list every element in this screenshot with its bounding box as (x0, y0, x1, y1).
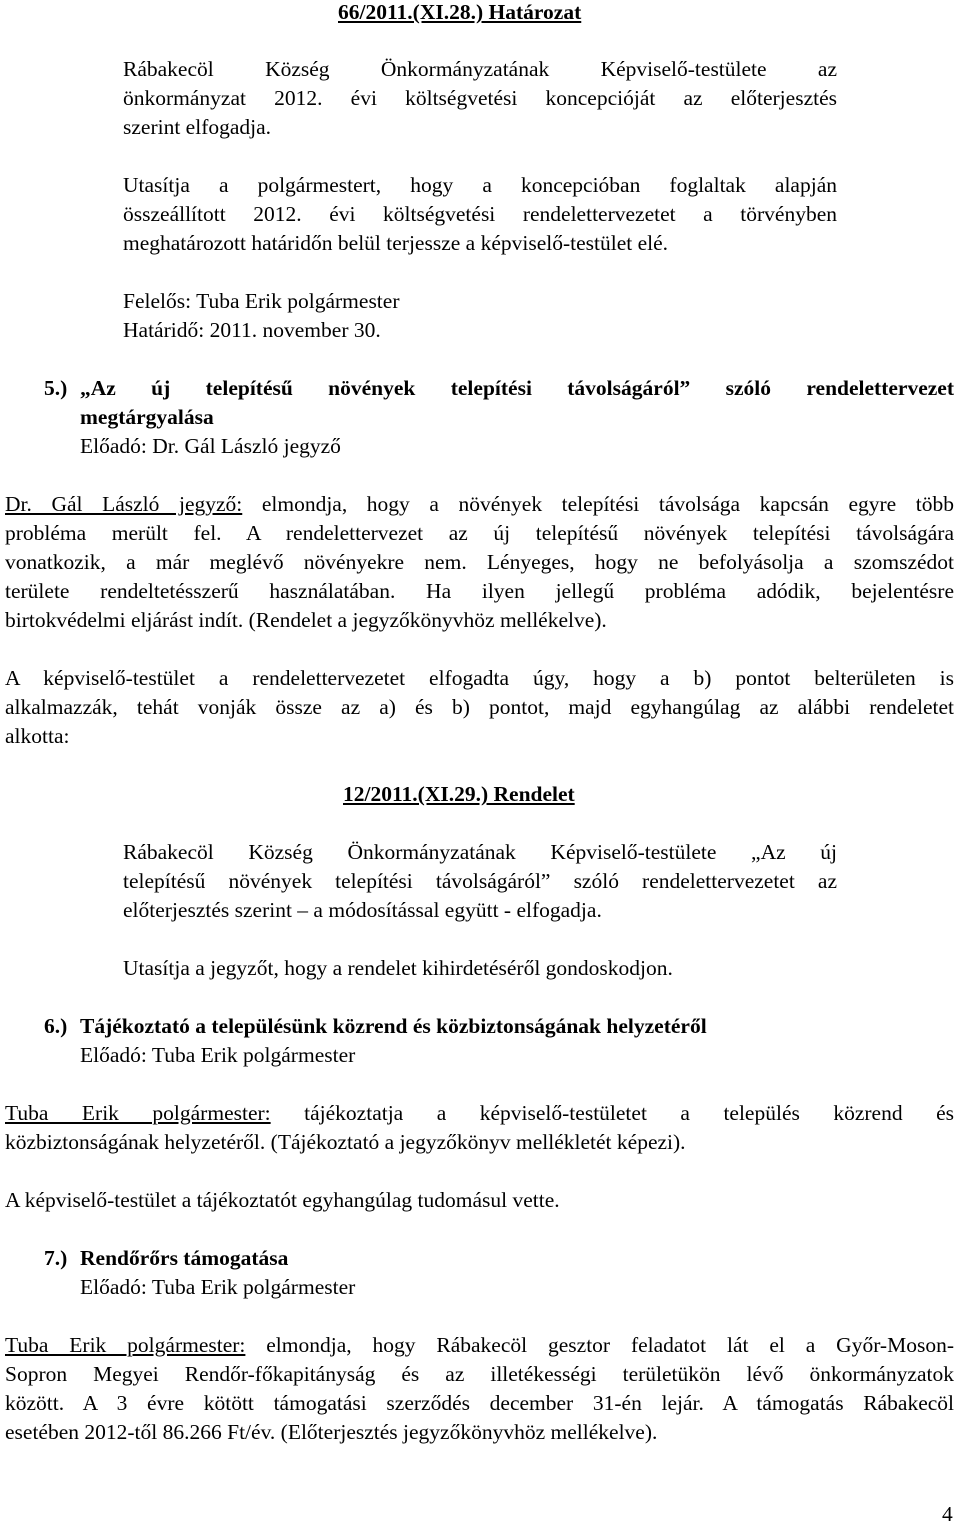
item-6-speech-line-1 (5, 1099, 954, 1128)
item-6-speech-first-line: tájékoztatja a képviselő-testületet a település közrend és (304, 1101, 954, 1125)
item-6-speech-line-2: közbiztonságának helyzetéről. (Tájékoztató a jegyzőkönyv mellékletét képezi). (5, 1130, 686, 1154)
item-6-decision: A képviselő-testület a tájékoztatót egyhangúlag tudomásul vette. (5, 1188, 560, 1212)
item-7-speech-line-4: esetében 2012-től 86.266 Ft/év. (Előterjesztés jegyzőkönyvhöz mellékelve). (5, 1420, 658, 1444)
decree-paragraph-1-line-2: telepítésű növények telepítési távolságáról” szóló rendelettervezetet az (123, 869, 837, 893)
resolution-paragraph-1-line-3: szerint elfogadja. (123, 115, 272, 139)
decree-paragraph-1-line-1: Rábakecöl Község Önkormányzatának Képviselő-testülete „Az új (123, 840, 837, 864)
item-7-speech-line-3: között. A 3 évre kötött támogatási szerződés december 31-én lejár. A támogatás Rábakecöl (5, 1391, 954, 1415)
item-7-speech-line-2: Sopron Megyei Rendőr-főkapitányság és az illetékességi területükön lévő önkormányzatok (5, 1362, 954, 1386)
item-5-speech-line-1 (5, 490, 954, 519)
item-6-speaker: Tuba Erik polgármester: (5, 1101, 271, 1125)
item-7-speech-first-line: elmondja, hogy Rábakecöl gesztor feladatot lát el a Győr-Moson- (266, 1333, 954, 1357)
item-7-title: Rendőrőrs támogatása (80, 1246, 289, 1270)
item-5-speech-line-3: vonatkozik, a már meglévő növényekre nem. Lényeges, hogy ne befolyásolja a szomszédot (5, 550, 954, 574)
item-5-decision-line-2: alkalmazzák, tehát vonják össze az a) és b) pontot, majd egyhangúlag az alábbi rendeletet (5, 695, 954, 719)
decree-title: 12/2011.(XI.29.) Rendelet (343, 782, 575, 806)
resolution-paragraph-1-line-2: önkormányzat 2012. évi költségvetési koncepcióját az előterjesztés (123, 86, 837, 110)
item-5-decision-line-1: A képviselő-testület a rendelettervezetet elfogadta úgy, hogy a b) pontot belterületen is (5, 666, 954, 690)
item-6-title: Tájékoztató a településünk közrend és közbiztonságának helyzetéről (80, 1014, 707, 1038)
decree-paragraph-1-line-3: előterjesztés szerint – a módosítással együtt - elfogadja. (123, 898, 602, 922)
item-5-presenter: Előadó: Dr. Gál László jegyző (80, 434, 341, 458)
item-7-presenter: Előadó: Tuba Erik polgármester (80, 1275, 356, 1299)
resolution-title: 66/2011.(XI.28.) Határozat (338, 0, 582, 24)
resolution-paragraph-2-line-1: Utasítja a polgármestert, hogy a koncepcióban foglaltak alapján (123, 173, 837, 197)
resolution-paragraph-2-line-3: meghatározott határidőn belül terjessze a képviselő-testület elé. (123, 231, 669, 255)
resolution-paragraph-1-line-1: Rábakecöl Község Önkormányzatának Képviselő-testülete az (123, 57, 837, 81)
responsible-person: Felelős: Tuba Erik polgármester (123, 289, 400, 313)
resolution-paragraph-2-line-2: összeállított 2012. évi költségvetési rendelettervezetet a törvényben (123, 202, 837, 226)
item-5-title-line-2: megtárgyalása (80, 405, 214, 429)
item-7-number: 7.) (44, 1246, 68, 1270)
item-5-title-line-1: „Az új telepítésű növények telepítési távolságáról” szóló rendelettervezet (80, 376, 954, 400)
item-5-speech-line-4: területe rendeltetésszerű használatában. Ha ilyen jellegű probléma adódik, bejelentésre (5, 579, 954, 603)
item-7-speech-line-1 (5, 1331, 954, 1360)
page-number: 4 (942, 1502, 953, 1526)
item-5-decision-line-3: alkotta: (5, 724, 70, 748)
decree-paragraph-2: Utasítja a jegyzőt, hogy a rendelet kihirdetéséről gondoskodjon. (123, 956, 673, 980)
item-7-speaker: Tuba Erik polgármester: (5, 1333, 246, 1357)
item-5-number: 5.) (44, 376, 68, 400)
item-5-speech-line-2: probléma merült fel. A rendelettervezet az új telepítésű növények telepítési távolságára (5, 521, 954, 545)
item-6-presenter: Előadó: Tuba Erik polgármester (80, 1043, 356, 1067)
item-5-speech-line-5: birtokvédelmi eljárást indít. (Rendelet a jegyzőkönyvhöz mellékelve). (5, 608, 607, 632)
item-6-number: 6.) (44, 1014, 68, 1038)
item-5-speaker: Dr. Gál László jegyző: (5, 492, 243, 516)
item-5-speech-first-line: elmondja, hogy a növények telepítési távolsága kapcsán egyre több (261, 492, 955, 516)
deadline: Határidő: 2011. november 30. (123, 318, 381, 342)
